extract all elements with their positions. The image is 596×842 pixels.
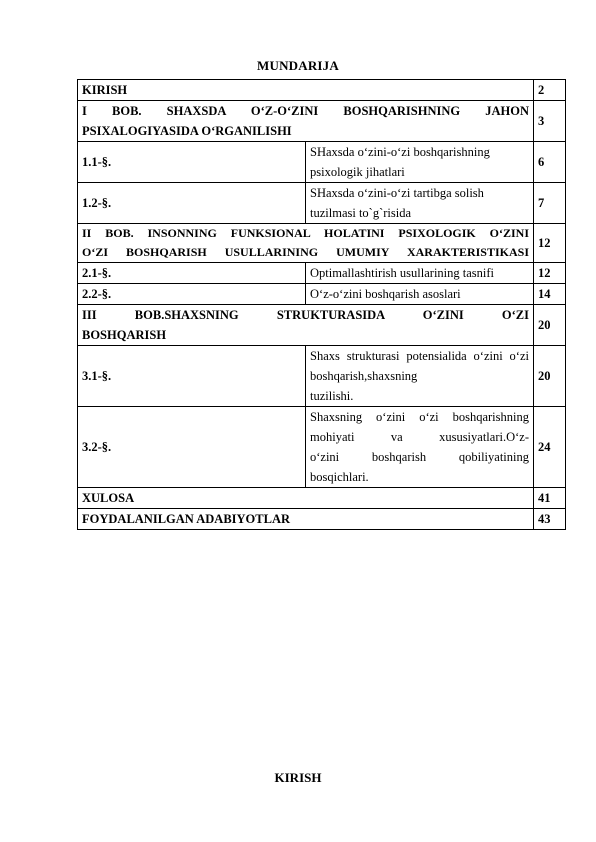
toc-section-number: 1.1-§. <box>78 142 306 183</box>
toc-chapter-line1: I BOB. SHAXSDA O‘Z-O‘ZINI BOSHQARISHNING JAHON <box>82 104 529 118</box>
toc-section-title <box>306 407 534 488</box>
toc-section-line1: Shaxsning o‘zini o‘zi boshqarishning mohiyati va xususiyatlari.O‘z- <box>310 410 529 445</box>
table-of-contents <box>77 79 566 530</box>
toc-chapter-line2: PSIXALOGIYASIDA O‘RGANILISHI <box>82 124 292 138</box>
toc-chapter-line1: III BOB.SHAXSNING STRUKTURASIDA O‘ZINI O‘ZI <box>82 308 529 323</box>
toc-entry-text: KIRISH <box>78 80 534 101</box>
toc-page-number: 20 <box>534 346 566 407</box>
toc-page-number: 41 <box>534 488 566 509</box>
toc-chapter-line2: O‘ZI BOSHQARISH USULLARINING UMUMIY XARAKTERISTIKASI <box>82 245 529 260</box>
toc-row-kirish <box>78 80 566 101</box>
toc-section-number: 3.1-§. <box>78 346 306 407</box>
toc-page-number: 2 <box>534 80 566 101</box>
toc-row-2-1 <box>78 263 566 284</box>
toc-chapter-heading <box>78 101 534 142</box>
toc-section-number: 2.1-§. <box>78 263 306 284</box>
toc-row-bob3 <box>78 305 566 346</box>
page-title: MUNDARIJA <box>257 58 339 73</box>
toc-page-number: 7 <box>534 183 566 224</box>
toc-section-number: 1.2-§. <box>78 183 306 224</box>
toc-section-title: SHaxsda o‘zini-o‘zi tartibga solish tuzilmasi to`g`risida <box>306 183 534 224</box>
toc-page-number: 14 <box>534 284 566 305</box>
toc-page-number: 24 <box>534 407 566 488</box>
toc-section-title: SHaxsda o‘zini-o‘zi boshqarishning psixologik jihatlari <box>306 142 534 183</box>
toc-page-number: 12 <box>534 263 566 284</box>
toc-row-3-1 <box>78 346 566 407</box>
toc-row-1-2 <box>78 183 566 224</box>
toc-chapter-line1: II BOB. INSONNING FUNKSIONAL HOLATINI PSIXOLOGIK O‘ZINI <box>82 226 529 240</box>
toc-row-xulosa <box>78 488 566 509</box>
toc-page-number: 6 <box>534 142 566 183</box>
toc-entry-text: FOYDALANILGAN ADABIYOTLAR <box>78 509 534 530</box>
toc-row-bob1 <box>78 101 566 142</box>
toc-chapter-line2: BOSHQARISH <box>82 328 167 343</box>
toc-row-3-2 <box>78 407 566 488</box>
toc-row-adabiyot <box>78 509 566 530</box>
toc-section-title <box>306 346 534 407</box>
toc-page-number: 3 <box>534 101 566 142</box>
toc-section-title: O‘z-o‘zini boshqarish asoslari <box>306 284 534 305</box>
toc-section-line1: Shaxs strukturasi potensialida o‘zini o‘zi boshqarish,shaxsning <box>310 349 529 384</box>
toc-section-line2: tuzilishi. <box>310 389 354 404</box>
toc-row-bob2 <box>78 224 566 263</box>
section-heading: KIRISH <box>274 770 322 785</box>
toc-section-title: Optimallashtirish usullarining tasnifi <box>306 263 534 284</box>
toc-page-number: 20 <box>534 305 566 346</box>
toc-chapter-heading <box>78 224 534 263</box>
toc-page-number: 12 <box>534 224 566 263</box>
toc-chapter-heading <box>78 305 534 346</box>
toc-row-2-2 <box>78 284 566 305</box>
toc-row-1-1 <box>78 142 566 183</box>
toc-section-line2: o‘zini boshqarish qobiliyatining bosqichlari. <box>310 450 529 485</box>
toc-entry-text: XULOSA <box>78 488 534 509</box>
toc-section-number: 2.2-§. <box>78 284 306 305</box>
toc-section-number: 3.2-§. <box>78 407 306 488</box>
toc-page-number: 43 <box>534 509 566 530</box>
